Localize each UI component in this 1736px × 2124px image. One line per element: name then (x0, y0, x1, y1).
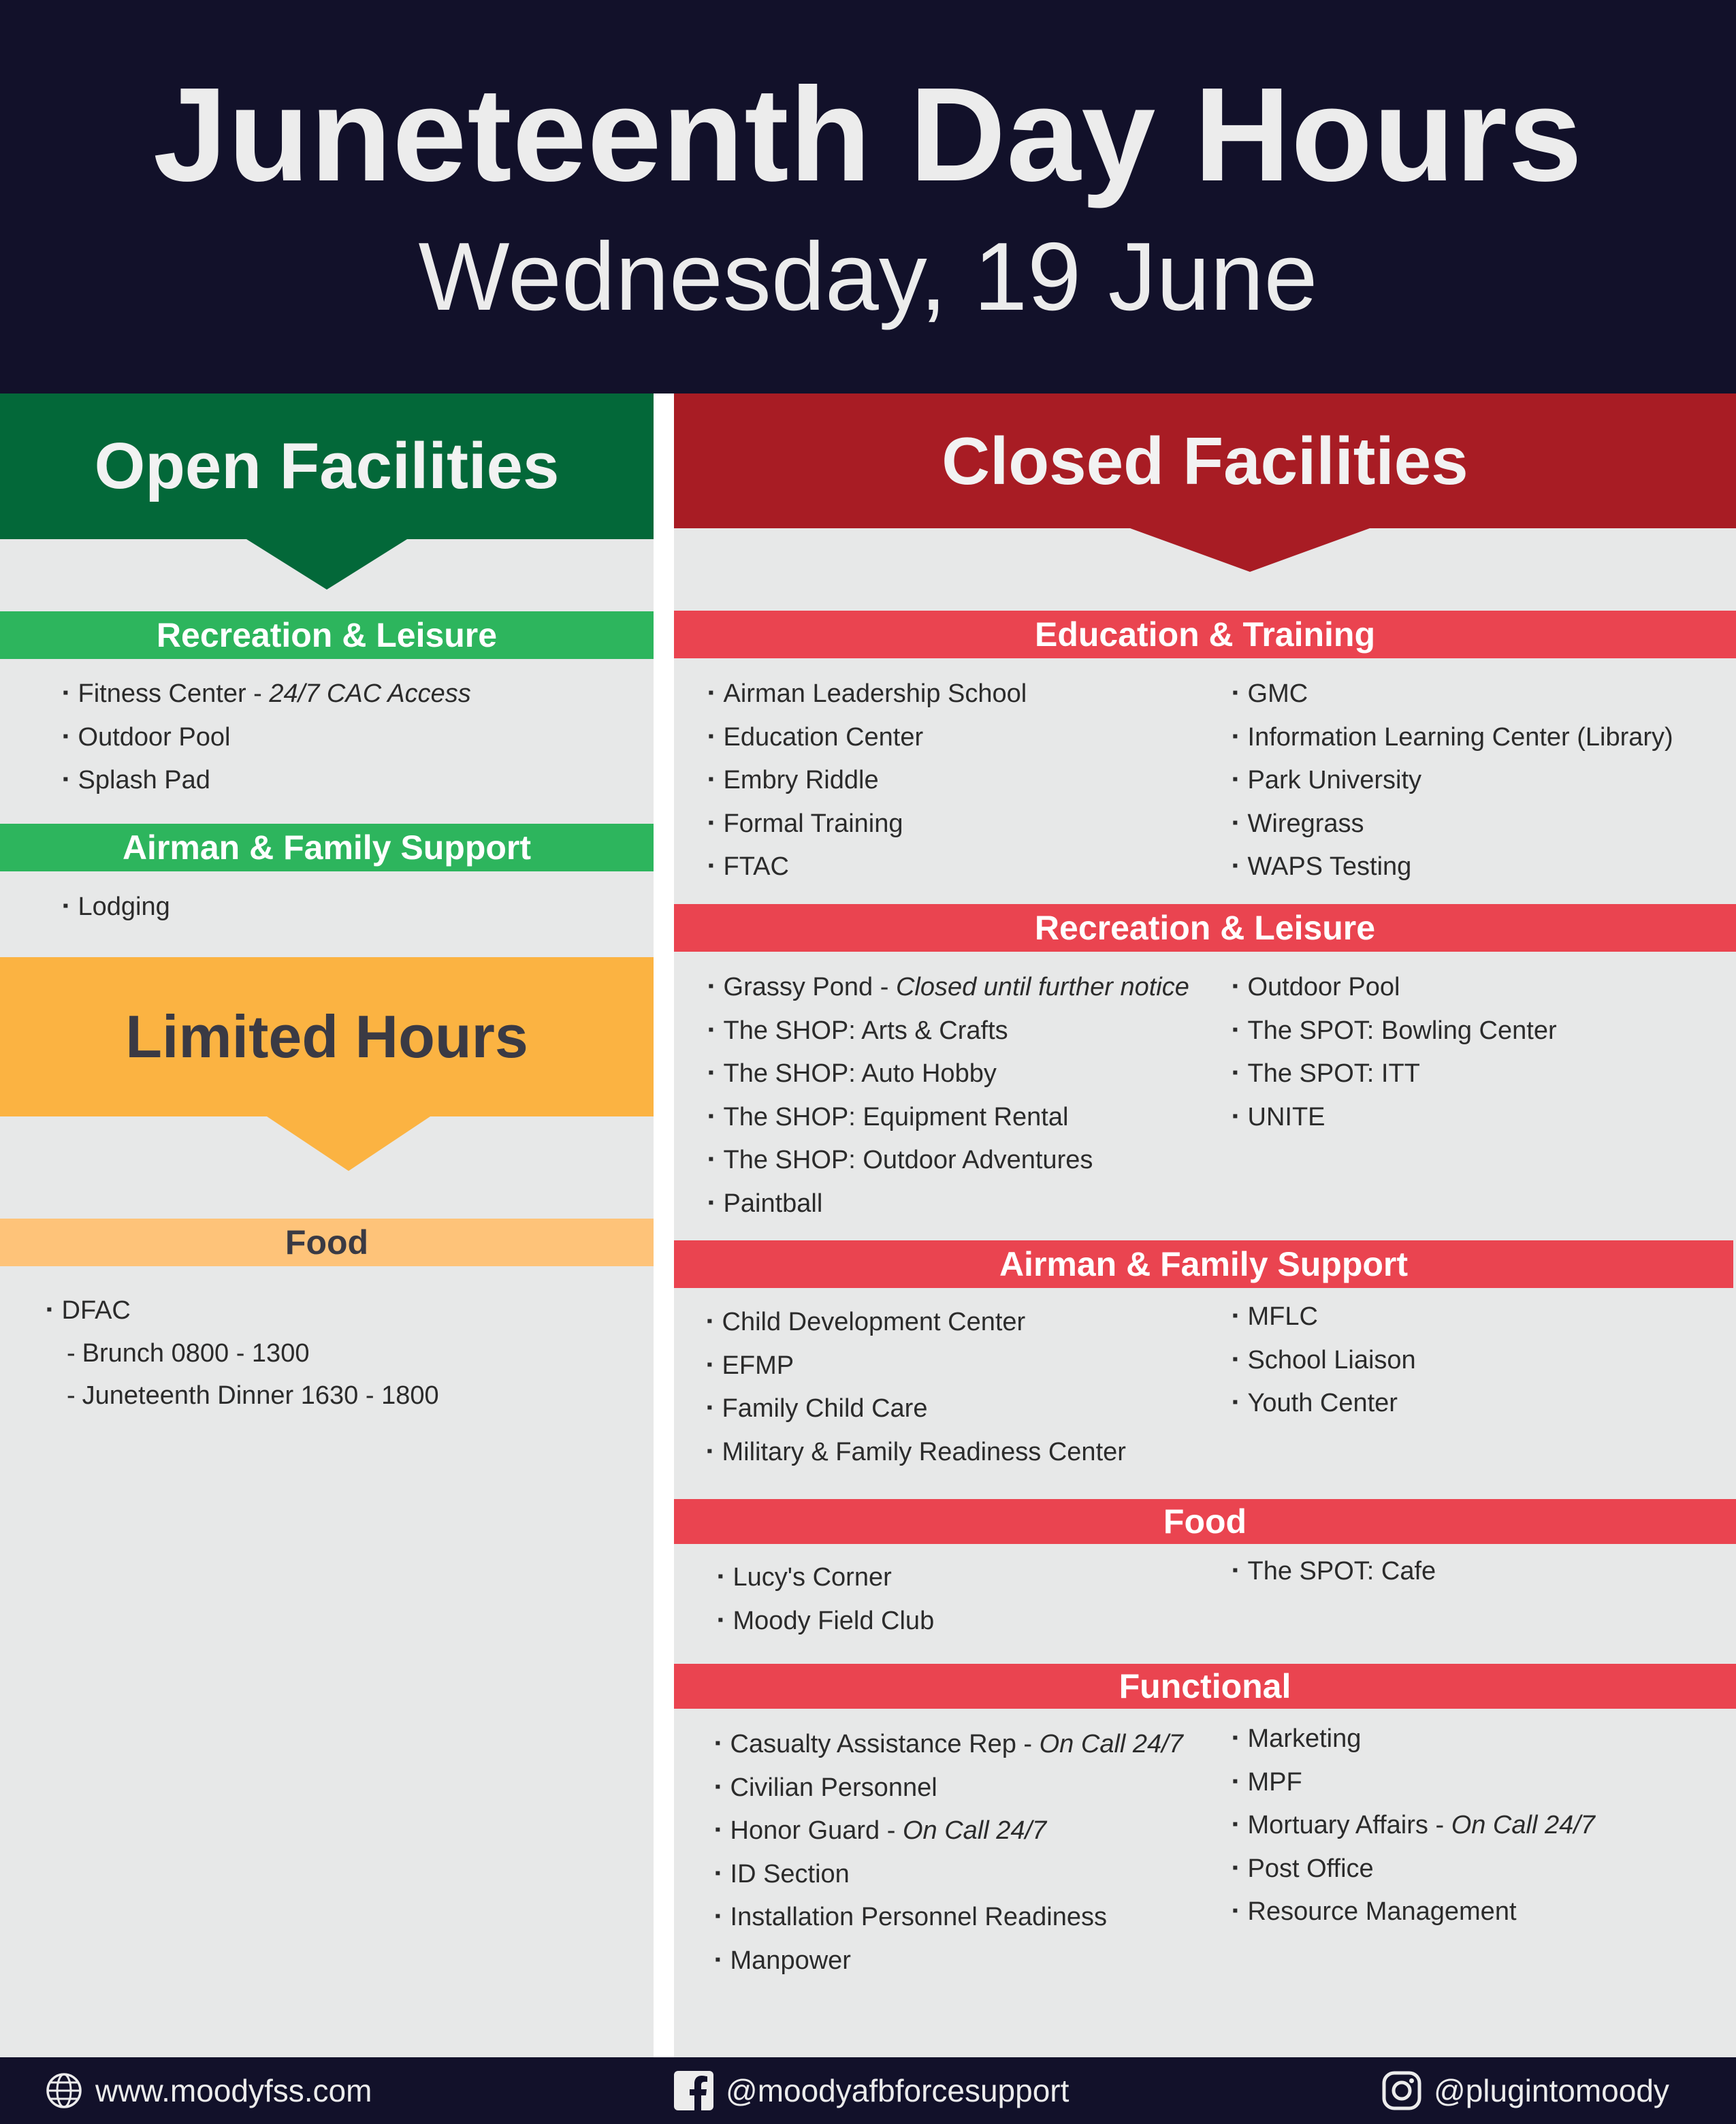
footer (0, 2057, 1736, 2124)
page-title: Juneteenth Day Hours (152, 60, 1584, 209)
list-item: ▪ Honor Guard - On Call 24/7 (715, 1809, 1183, 1852)
list-item: ▪ School Liaison (1232, 1338, 1416, 1382)
list-item: ▪ MPF (1232, 1760, 1595, 1804)
limited-food-list (46, 1289, 439, 1417)
list-item: ▪ Child Development Center (707, 1300, 1126, 1344)
list-item: ▪ Embry Riddle (708, 758, 1027, 802)
list-item: ▪ WAPS Testing (1232, 845, 1673, 888)
open-family-support-bar: Airman & Family Support (0, 824, 654, 871)
list-item: ▪ Formal Training (708, 802, 1027, 846)
list-item: ▪ Outdoor Pool (1232, 965, 1557, 1009)
list-item: ▪ Paintball (708, 1182, 1189, 1225)
closed-facilities-pointer (1130, 528, 1370, 572)
closed-food-list-right (1232, 1549, 1436, 1593)
list-item: ▪ GMC (1232, 672, 1673, 715)
instagram-icon (1382, 2071, 1421, 2110)
list-item: ▪ The SPOT: Bowling Center (1232, 1009, 1557, 1052)
closed-recreation-list-right (1232, 965, 1557, 1138)
list-item: ▪ DFAC (46, 1289, 439, 1332)
list-item: ▪ Lodging (63, 885, 170, 929)
closed-recreation-bar: Recreation & Leisure (674, 904, 1736, 952)
list-item: ▪ Casualty Assistance Rep - On Call 24/7 (715, 1722, 1183, 1766)
list-item: ▪ Moody Field Club (718, 1599, 934, 1643)
list-item: ▪ The SPOT: ITT (1232, 1052, 1557, 1095)
list-item: ▪ FTAC (708, 845, 1027, 888)
list-item: ▪ Education Center (708, 715, 1027, 759)
closed-education-list-left (708, 672, 1027, 888)
list-item: ▪ Manpower (715, 1939, 1183, 1982)
open-recreation-list (63, 672, 471, 802)
list-item: ▪ Family Child Care (707, 1387, 1126, 1430)
website-link[interactable] (45, 2057, 372, 2124)
closed-food-list-left (718, 1556, 934, 1642)
list-item: ▪ Airman Leadership School (708, 672, 1027, 715)
list-item: ▪ Splash Pad (63, 758, 471, 802)
website-text: www.moodyfss.com (95, 2073, 372, 2108)
globe-icon (45, 2072, 83, 2110)
facebook-link[interactable] (674, 2057, 1069, 2124)
closed-functional-bar: Functional (674, 1664, 1736, 1709)
closed-functional-list-right (1232, 1717, 1595, 1933)
list-item: ▪ Post Office (1232, 1847, 1595, 1890)
list-item: ▪ Outdoor Pool (63, 715, 471, 759)
list-item: ▪ Wiregrass (1232, 802, 1673, 846)
closed-education-list-right (1232, 672, 1673, 888)
closed-education-bar: Education & Training (674, 611, 1736, 658)
list-item: ▪ Park University (1232, 758, 1673, 802)
closed-family-support-list-right (1232, 1295, 1416, 1425)
instagram-text: @plugintomoody (1434, 2073, 1669, 2108)
list-item: ▪ Lucy's Corner (718, 1556, 934, 1599)
list-item: ▪ ID Section (715, 1852, 1183, 1896)
list-item: ▪ MFLC (1232, 1295, 1416, 1338)
list-item: ▪ EFMP (707, 1344, 1126, 1387)
open-facilities-pointer (246, 539, 407, 590)
open-facilities-banner: Open Facilities (0, 393, 654, 539)
list-item: ▪ Military & Family Readiness Center (707, 1430, 1126, 1474)
list-item: ▪ Mortuary Affairs - On Call 24/7 (1232, 1803, 1595, 1847)
list-item: - Brunch 0800 - 1300 (46, 1332, 439, 1375)
list-item: ▪ The SHOP: Arts & Crafts (708, 1009, 1189, 1052)
open-recreation-bar: Recreation & Leisure (0, 611, 654, 659)
closed-recreation-list-left (708, 965, 1189, 1225)
list-item: ▪ Grassy Pond - Closed until further notice (708, 965, 1189, 1009)
limited-hours-banner: Limited Hours (0, 957, 654, 1116)
list-item: ▪ Civilian Personnel (715, 1766, 1183, 1809)
list-item: ▪ UNITE (1232, 1095, 1557, 1139)
list-item: ▪ Installation Personnel Readiness (715, 1895, 1183, 1939)
list-item: ▪ The SHOP: Auto Hobby (708, 1052, 1189, 1095)
list-item: ▪ The SHOP: Outdoor Adventures (708, 1138, 1189, 1182)
instagram-link[interactable] (1382, 2057, 1669, 2124)
facebook-icon (674, 2071, 713, 2110)
closed-facilities-banner: Closed Facilities (674, 393, 1736, 528)
facebook-text: @moodyafbforcesupport (726, 2073, 1070, 2108)
page-subtitle: Wednesday, 19 June (418, 223, 1318, 331)
list-item: ▪ Information Learning Center (Library) (1232, 715, 1673, 759)
list-item: - Juneteenth Dinner 1630 - 1800 (46, 1374, 439, 1417)
list-item: ▪ Youth Center (1232, 1381, 1416, 1425)
list-item: ▪ Resource Management (1232, 1890, 1595, 1933)
limited-food-bar: Food (0, 1219, 654, 1266)
closed-family-support-list-left (707, 1300, 1126, 1473)
limited-hours-pointer (267, 1116, 430, 1171)
closed-family-support-bar: Airman & Family Support (674, 1240, 1733, 1288)
open-family-support-list (63, 885, 170, 929)
header (0, 0, 1736, 393)
list-item: ▪ The SPOT: Cafe (1232, 1549, 1436, 1593)
closed-food-bar: Food (674, 1499, 1736, 1544)
list-item: ▪ Marketing (1232, 1717, 1595, 1760)
list-item: ▪ Fitness Center - 24/7 CAC Access (63, 672, 471, 715)
closed-functional-list-left (715, 1722, 1183, 1982)
list-item: ▪ The SHOP: Equipment Rental (708, 1095, 1189, 1139)
